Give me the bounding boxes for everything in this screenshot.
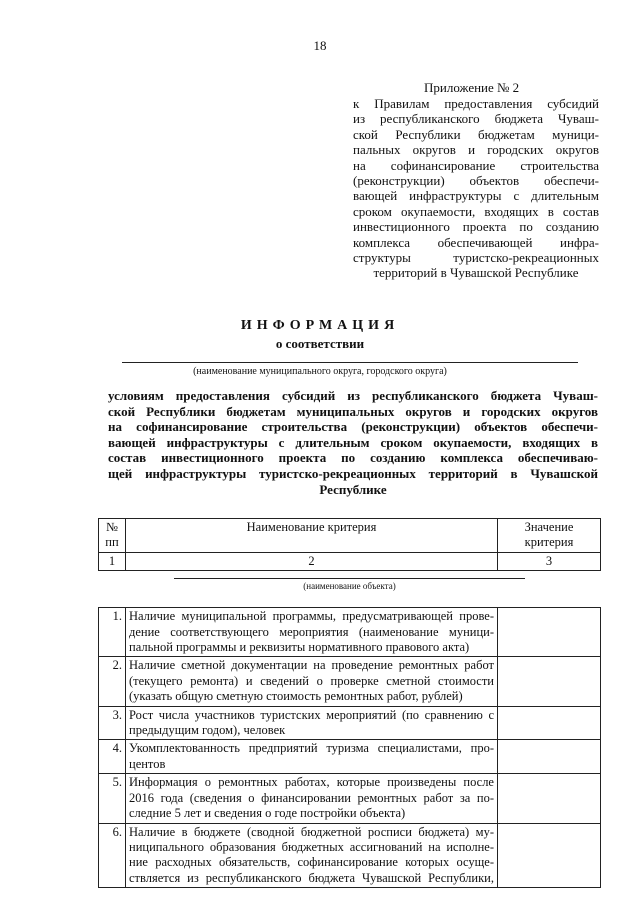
- row-num: 4.: [99, 740, 126, 774]
- municipality-caption: (наименование муниципального округа, городского округа): [193, 366, 447, 377]
- criterion-line: центов: [129, 756, 166, 771]
- annex-line: вающей инфраструктуры с длительным: [353, 188, 599, 204]
- annex-text: [353, 96, 599, 281]
- row-criterion: [126, 823, 498, 888]
- criterion-line: Рост числа участников туристских мероприятий (по сравнению с: [129, 707, 494, 722]
- conditions-line: состав инвестиционного проекта по созданию комплекса обеспечиваю-: [108, 450, 598, 466]
- conditions-line: на софинансирование строительства (реконструкции) объектов обеспечи-: [108, 419, 598, 435]
- document-subtitle: о соответствии: [275, 336, 365, 351]
- row-value-cell[interactable]: [498, 608, 601, 657]
- row-criterion: [126, 740, 498, 774]
- table-row: [99, 774, 601, 823]
- header-name: Наименование критерия: [126, 519, 498, 553]
- table-index-row: [99, 552, 601, 570]
- annex-line: структуры туристско-рекреационных: [353, 249, 599, 265]
- row-num: 1.: [99, 608, 126, 657]
- row-num: 6.: [99, 823, 126, 888]
- criterion-line: Наличие сметной документации на проведение ремонтных работ: [129, 658, 494, 673]
- row-criterion: [126, 657, 498, 706]
- criterion-line: следние 5 лет и сведения о годе постройки объекта): [129, 806, 406, 821]
- header-num: № пп: [99, 519, 126, 553]
- table-header-row: [99, 519, 601, 553]
- conditions-line: вающей инфраструктуры с длительным сроком окупаемости, входящих в: [108, 434, 598, 450]
- criterion-line: (текущего ремонта) и сведений о проверке сметной стоимости: [129, 673, 494, 688]
- row-num: 3.: [99, 706, 126, 740]
- criterion-line: (указать общую сметную стоимость ремонтных работ, рублей): [129, 689, 463, 704]
- conditions-text: [108, 388, 598, 497]
- criterion-line: дение соответствующего мероприятия (наименование муници-: [129, 624, 494, 639]
- annex-line: на софинансирование строительства: [353, 157, 599, 173]
- index-num: 1: [99, 552, 126, 570]
- index-name: 2: [126, 552, 498, 570]
- annex-line: территорий в Чувашской Республике: [373, 265, 579, 281]
- row-value-cell[interactable]: [498, 657, 601, 706]
- annex-line: ской Республики бюджетам муници-: [353, 126, 599, 142]
- row-criterion: [126, 608, 498, 657]
- criterion-line: 2016 года (сведения о финансировании ремонтных работ за по-: [129, 790, 494, 805]
- row-num: 2.: [99, 657, 126, 706]
- criterion-line: Укомплектованность предприятий туризма специалистами, про-: [129, 741, 494, 756]
- annex-line: комплекса обеспечивающей инфра-: [353, 234, 599, 250]
- index-value: 3: [498, 552, 601, 570]
- conditions-line: щей инфраструктуры туристско-рекреационных территорий в Чувашской: [108, 465, 598, 481]
- municipality-fill-line: [122, 362, 578, 363]
- header-value: Значение критерия: [498, 519, 601, 553]
- annex-title: Приложение № 2: [424, 80, 520, 95]
- row-criterion: [126, 774, 498, 823]
- annex-line: инвестиционного проекта по созданию: [353, 219, 599, 235]
- criterion-line: Наличие в бюджете (сводной бюджетной росписи бюджета) му-: [129, 824, 494, 839]
- table-row: [99, 608, 601, 657]
- annex-line: из республиканского бюджета Чуваш-: [353, 111, 599, 127]
- criterion-line: предыдущим годом), человек: [129, 723, 286, 738]
- annex-line: (реконструкции) объектов обеспечи-: [353, 172, 599, 188]
- page-number: 18: [313, 38, 327, 53]
- criteria-table: [98, 518, 601, 888]
- criterion-line: ние расходных обязательств, софинансирование которых осуще-: [129, 855, 494, 870]
- table-row: [99, 740, 601, 774]
- row-num: 5.: [99, 774, 126, 823]
- object-fill-line: [174, 578, 525, 579]
- conditions-line: ской Республики бюджетам муниципальных округов и городских округов: [108, 403, 598, 419]
- criterion-line: ниципального образования бюджетных ассигнований на исполне-: [129, 839, 494, 854]
- table-row: [99, 657, 601, 706]
- row-value-cell[interactable]: [498, 706, 601, 740]
- row-value-cell[interactable]: [498, 823, 601, 888]
- annex-line: пальных округов и городских округов: [353, 142, 599, 158]
- criterion-line: Наличие муниципальной программы, предусматривающей прове-: [129, 609, 494, 624]
- row-value-cell[interactable]: [498, 740, 601, 774]
- document-title: ИНФОРМАЦИЯ: [240, 318, 400, 333]
- conditions-line: Республике: [319, 481, 387, 497]
- annex-line: к Правилам предоставления субсидий: [353, 96, 599, 111]
- table-row: [99, 706, 601, 740]
- criterion-line: ствляется из республиканского бюджета Чувашской Республики,: [129, 870, 494, 885]
- annex-line: сроком окупаемости, входящих в состав: [353, 203, 599, 219]
- table-row: [99, 823, 601, 888]
- row-criterion: [126, 706, 498, 740]
- criterion-line: Информация о ремонтных работах, которые произведены после: [129, 775, 494, 790]
- row-value-cell[interactable]: [498, 774, 601, 823]
- object-caption: (наименование объекта): [303, 581, 396, 591]
- conditions-line: условиям предоставления субсидий из республиканского бюджета Чуваш-: [108, 388, 598, 403]
- criterion-line: пальной программы и реквизиты нормативного правового акта): [129, 640, 470, 655]
